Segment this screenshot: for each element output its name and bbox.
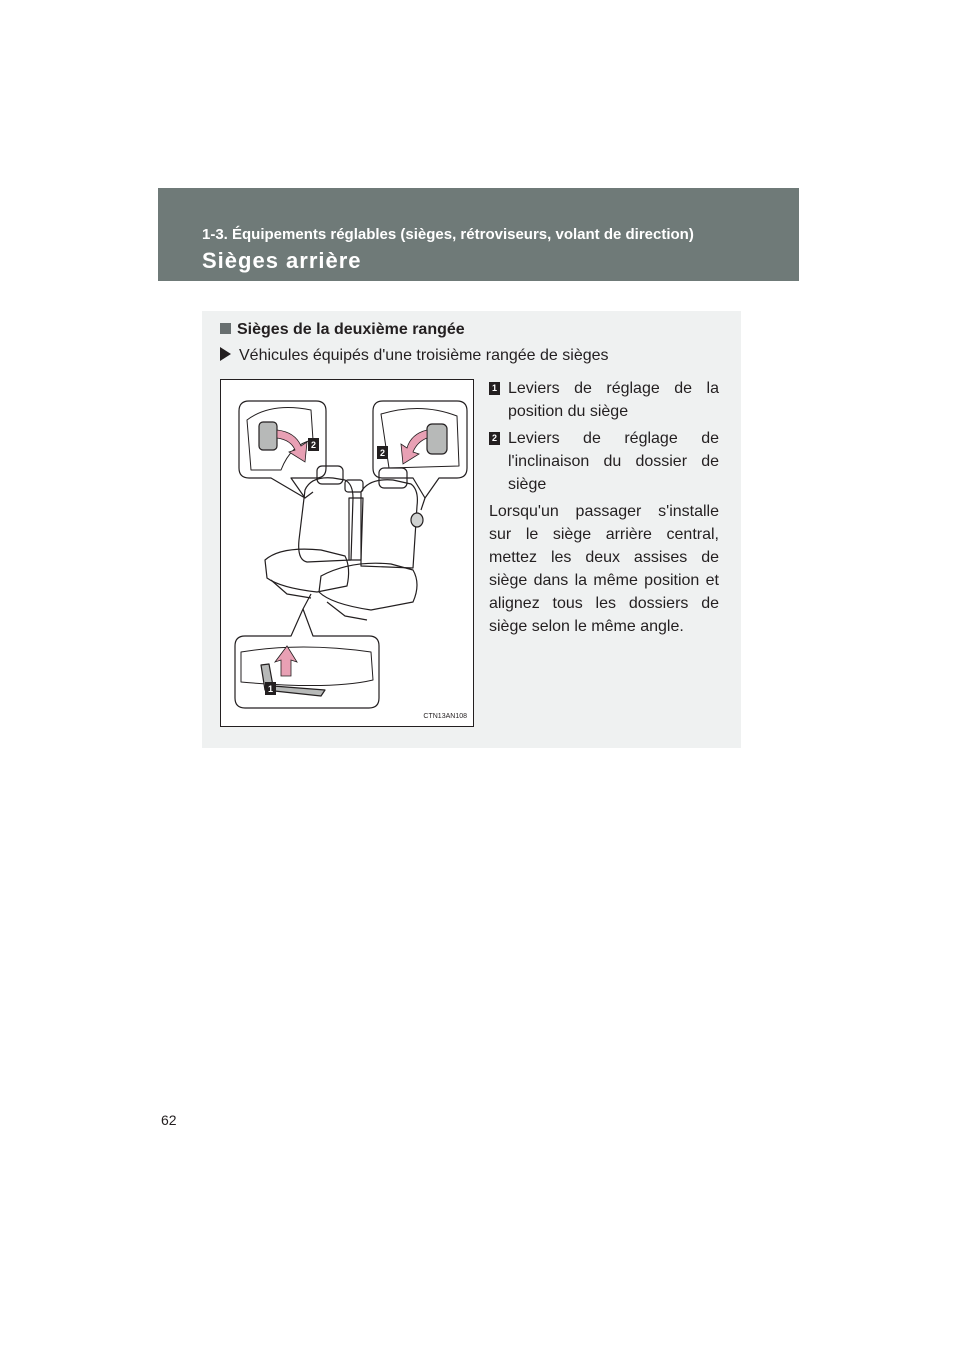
subheading-text: Sièges de la deuxième rangée [237,321,465,338]
page-title: Sièges arrière [202,248,362,273]
triangle-bullet-icon [220,347,231,361]
callout-label: 2 [310,440,317,450]
figure-code: CTN13AN108 [423,713,467,720]
list-item [489,427,719,496]
square-bullet-icon [220,323,231,334]
section-title: 1-3. Équipements réglables (sièges, rétroviseurs, volant de direction) [202,226,694,243]
number-badge: 1 [489,382,500,395]
text-column [489,377,719,638]
seat-drawing [221,380,475,728]
subheading [220,321,465,339]
vehicle-condition-text: Véhicules équipés d'une troisième rangée de sièges [239,347,609,364]
callout-label: 2 [379,448,386,458]
note-paragraph: Lorsqu'un passager s'installe sur le siège arrière central, mettez les deux assises de siège dans la même position et alignez tous les dossiers de siège selon le même angle. [489,503,719,635]
list-item [489,377,719,423]
seat-illustration [220,379,474,727]
number-badge: 2 [489,432,500,445]
vehicle-condition [220,347,609,365]
list-item-text: Leviers de réglage de la position du siège [508,380,719,420]
header-bar [158,188,799,281]
list-item-text: Leviers de réglage de l'inclinaison du dossier de siège [508,430,719,493]
page-number: 62 [161,1112,177,1128]
callout-label: 1 [267,684,274,694]
content-box [202,311,741,748]
